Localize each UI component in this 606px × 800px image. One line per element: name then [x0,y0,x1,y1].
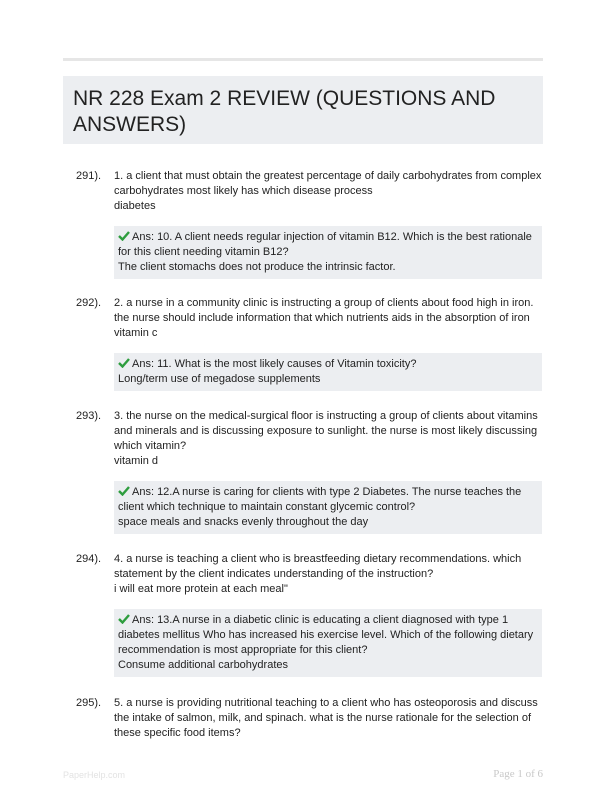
answer-text: Ans: 10. A client needs regular injection of vitamin B12. Which is the best rationale for this client needing vitamin B12? [118,231,532,258]
answer-box [114,481,542,534]
question-text: 4. a nurse is teaching a client who is breastfeeding dietary recommendations. which statement by the client indicates understanding of the instruction? i will eat more protein at each meal" [114,553,522,595]
question-text: 1. a client that must obtain the greatest percentage of daily carbohydrates from complex carbohydrates most likely has which disease process diabetes [114,170,542,212]
question-answer: vitamin d [114,455,159,467]
question-answer: diabetes [114,200,156,212]
question-answer: i will eat more protein at each meal" [114,583,288,595]
qa-item-291 [76,169,542,279]
item-number: 291). [76,170,102,182]
answer-box [114,226,542,279]
item-number: 295). [76,697,102,709]
answer-text: Ans: 11. What is the most likely causes of Vitamin toxicity? [132,358,417,370]
check-icon [118,613,130,624]
answer-value: Consume additional carbohydrates [118,659,288,671]
footer-site-watermark: PaperHelp.com [63,770,126,780]
answer-text: Ans: 12.A nurse is caring for clients with type 2 Diabetes. The nurse teaches the client which technique to maintain constant glycemic control? [118,486,522,513]
check-icon [118,357,130,368]
qa-item-294 [76,552,542,677]
qa-item-295 [76,696,542,741]
answer-box [114,609,542,677]
page-indicator: Page 1 of 6 [493,768,543,780]
qa-item-293 [76,409,542,534]
answer-box [114,353,542,391]
item-number: 294). [76,553,102,565]
question-text: 2. a nurse in a community clinic is instructing a group of clients about food high in iron. the nurse should include information that which nutrients aids in the absorption of iron vitamin c [114,297,534,339]
qa-item-292 [76,296,542,391]
top-divider [63,58,543,61]
page-title: NR 228 Exam 2 REVIEW (QUESTIONS AND ANSWERS) [73,87,496,136]
answer-value: The client stomachs does not produce the intrinsic factor. [118,261,396,273]
check-icon [118,230,130,241]
question-text: 3. the nurse on the medical-surgical floor is instructing a group of clients about vitamins and minerals and is discussing exposure to sunlight. the nurse is most likely discussing which vitamin? vitamin d [114,410,538,467]
answer-value: space meals and snacks evenly throughout the day [118,516,369,528]
answer-text: Ans: 13.A nurse in a diabetic clinic is educating a client diagnosed with type 1 diabetes mellitus Who has increased his exercise level. Which of the following dietary recommendation is most appropriate for this client? [118,614,534,656]
question-answer: vitamin c [114,327,158,339]
item-number: 293). [76,410,102,422]
item-number: 292). [76,297,102,309]
answer-value: Long/term use of megadose supplements [118,373,321,385]
check-icon [118,485,130,496]
question-text: 5. a nurse is providing nutritional teaching to a client who has osteoporosis and discuss the intake of salmon, milk, and spinach. what is the nurse rationale for the selection of these specific food items? [114,697,538,739]
title-box [63,76,543,144]
